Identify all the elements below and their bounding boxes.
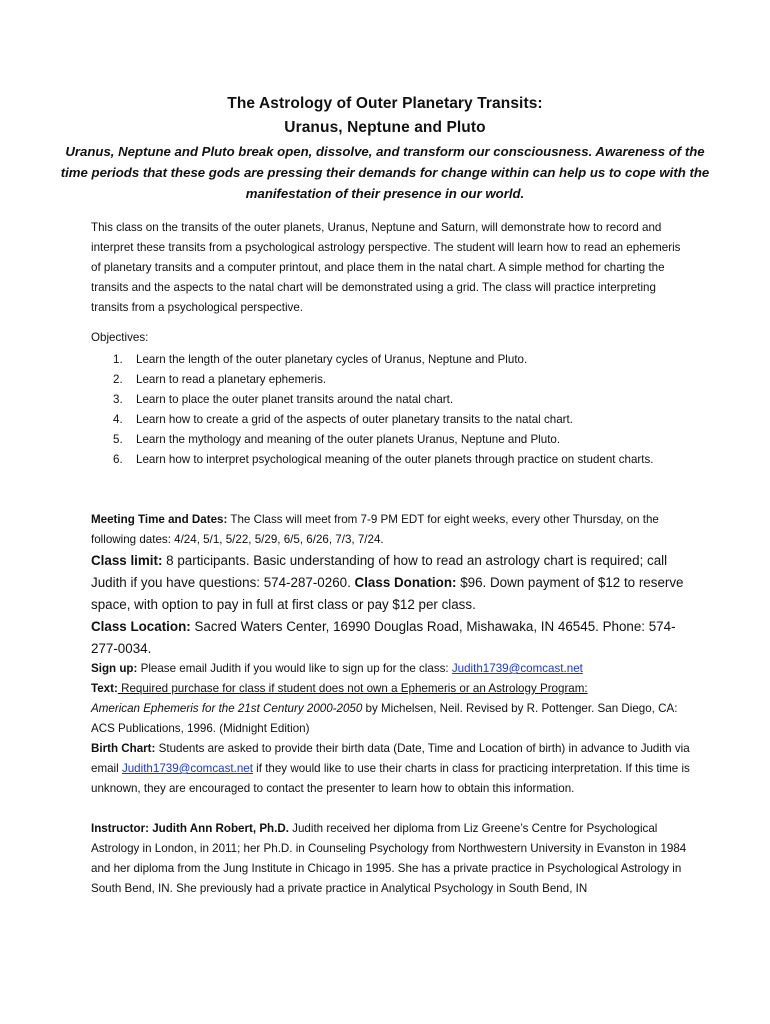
book-title: American Ephemeris for the 21st Century 2000-2050 [91,702,363,715]
subtitle: Uranus, Neptune and Pluto break open, dissolve, and transform our consciousness. Awareness of the time periods that these gods are pressing their demands for change within can help us to cope with the manifestation of their presence in our world. [60,144,710,201]
list-text: Learn to place the outer planet transits around the natal chart. [136,393,454,406]
meeting-section [91,510,691,550]
list-text: Learn the length of the outer planetary cycles of Uranus, Neptune and Pluto. [136,353,528,366]
list-item [91,430,691,450]
meeting-text: The Class will meet from 7-9 PM EDT for eight weeks, every other Thursday, on the following dates: 4/24, 5/1, 5/22, 5/29, 6/5, 6/26, 7/3, 7/24. [91,513,659,546]
intro-paragraph: This class on the transits of the outer planets, Uranus, Neptune and Saturn, will demonstrate how to record and interpret these transits from a psychological astrology perspective. The student will learn how to read an ephemeris of planetary transits and a computer printout, and place them in the natal chart. A simple method for charting the transits and the aspects to the natal chart will be demonstrated using a grid. The class will practice interpreting transits from a psychological perspective. [91,221,681,314]
class-location-label: Class Location: [91,619,191,634]
list-number: 6. [113,453,123,466]
signup-text: Please email Judith if you would like to sign up for the class: [137,662,452,675]
list-item [91,350,691,370]
signup-label: Sign up: [91,662,138,675]
list-text: Learn to read a planetary ephemeris. [136,373,327,386]
class-limit-label: Class limit: [91,553,163,568]
page-title-line2: Uranus, Neptune and Pluto [284,119,486,136]
class-limit-section [91,550,691,616]
list-text: Learn how to create a grid of the aspects of outer planetary transits to the natal chart. [136,413,573,426]
list-number: 2. [113,373,123,386]
list-number: 5. [113,433,123,446]
instructor-bio: Judith received her diploma from Liz Greene’s Centre for Psychological Astrology in London, in 2011; her Ph.D. in Counseling Psychology from Northwestern University in Evanston in 1984 and her diploma from the Jung Institute in Chicago in 1995. She has a private practice in Psychological Astrology in South Bend, IN. She previously had a private practice in Analytical Psychology in South Bend, IN [91,822,687,895]
class-location-text: Sacred Waters Center, 16990 Douglas Road, Mishawaka, IN 46545. Phone: 574-277-0034. [91,619,676,656]
meeting-label: Meeting Time and Dates: [91,513,228,526]
list-text: Learn how to interpret psychological meaning of the outer planets through practice on student charts. [136,453,654,466]
birth-chart-text-2: if they would like to use their charts in class for practicing interpretation. If this time is unknown, they are encouraged to contact the presenter to learn how to obtain this information. [91,762,690,795]
birth-email-link[interactable]: Judith1739@comcast.net [121,762,253,775]
list-number: 3. [113,393,123,406]
signup-section [91,659,691,679]
list-text: Learn the mythology and meaning of the outer planets Uranus, Neptune and Pluto. [136,433,561,446]
birth-chart-section [91,739,691,799]
signup-email-link[interactable]: Judith1739@comcast.net [451,662,583,675]
instructor-label: Instructor: Judith Ann Robert, Ph.D. [91,822,289,835]
class-location-section [91,616,691,660]
class-limit-text: 8 participants. Basic understanding of how to read an astrology chart is required; call Judith if you have questions: 574-287-0260. [91,553,668,590]
book-citation: by Michelsen, Neil. Revised by R. Pottenger. San Diego, CA: ACS Publications, 1996. (Midnight Edition) [91,702,678,735]
instructor-section [91,819,691,899]
text-section [91,679,691,739]
class-donation-label: Class Donation: [354,575,457,590]
list-item [91,390,691,410]
text-requirement: Required purchase for class if student does not own a Ephemeris or an Astrology Program: [117,682,588,695]
page-title: The Astrology of Outer Planetary Transits: [227,95,543,112]
list-number: 1. [113,353,123,366]
list-item [91,370,691,390]
list-number: 4. [113,413,123,426]
class-donation-text: $96. Down payment of $12 to reserve space, with option to pay in full at first class or pay $12 per class. [91,575,684,612]
text-label: Text: [91,682,118,695]
birth-chart-label: Birth Chart: [91,742,156,755]
birth-chart-text: Students are asked to provide their birth data (Date, Time and Location of birth) in advance to Judith via email [91,742,690,775]
list-item [91,410,691,430]
objectives-heading: Objectives: [91,331,149,344]
objectives-list [91,350,691,470]
list-item [91,450,691,470]
